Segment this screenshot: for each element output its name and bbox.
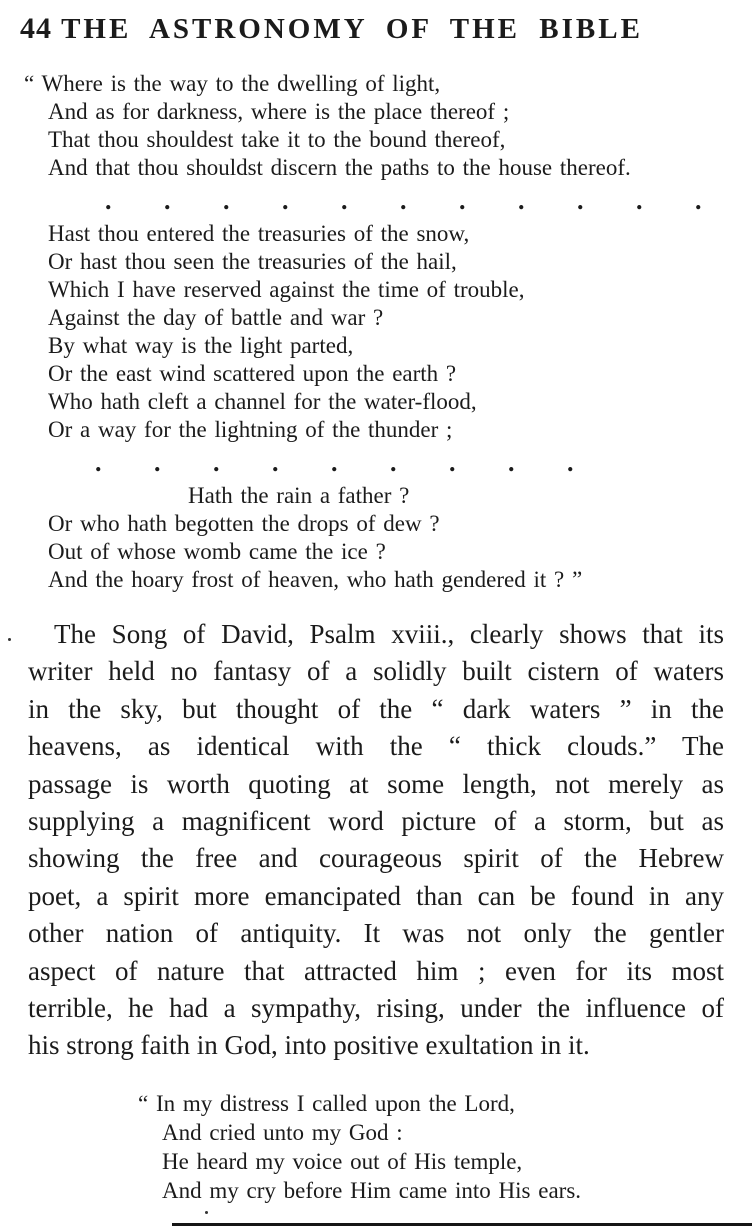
page-header: [20, 12, 726, 46]
ellipsis-row: . . . . . . . . . . .: [105, 186, 702, 215]
verse-line: He heard my voice out of His temple,: [162, 1148, 523, 1174]
prose-line: writer held no fantasy of a solidly built cistern of waters: [28, 656, 724, 687]
verse-line: And cried unto my God :: [162, 1119, 403, 1145]
prose-line: showing the free and courageous spirit of the Hebrew: [28, 843, 724, 874]
prose-line: aspect of nature that attracted him ; even for its most: [28, 955, 724, 986]
prose-line: in the sky, but thought of the “ dark waters ” in the: [28, 693, 724, 724]
verse-line: Or who hath begotten the drops of dew ?: [48, 511, 440, 536]
prose-line: terrible, he had a sympathy, rising, under the influence of: [28, 993, 724, 1024]
scan-speck: [205, 1211, 208, 1214]
prose-line: The Song of David, Psalm xviii., clearly shows that its: [54, 619, 724, 649]
verse-line: That thou shouldest take it to the bound thereof,: [48, 127, 506, 152]
verse-line: Against the day of battle and war ?: [48, 305, 384, 330]
verse-line: And the hoary frost of heaven, who hath gendered it ? ”: [48, 567, 583, 592]
psalm-quote-block: [20, 1089, 726, 1205]
prose-line: heavens, as identical with the “ thick clouds.” The: [28, 731, 724, 762]
verse-line: And that thou shouldst discern the paths to the house thereof.: [48, 155, 631, 180]
prose-line: other nation of antiquity. It was not only the gentler: [28, 918, 724, 949]
verse-line: Out of whose womb came the ice ?: [48, 539, 386, 564]
verse-line: Who hath cleft a channel for the water-flood,: [48, 389, 477, 414]
verse-line: “ Where is the way to the dwelling of light,: [24, 71, 441, 96]
prose-line: his strong faith in God, into positive exultation in it.: [28, 1030, 590, 1061]
verse-line: Or a way for the lightning of the thunder ;: [48, 417, 453, 442]
page-number: 44: [20, 12, 52, 45]
verse-line: And as for darkness, where is the place thereof ;: [48, 99, 510, 124]
prose-line: passage is worth quoting at some length, not merely as: [28, 768, 724, 799]
verse-line: Which I have reserved against the time of trouble,: [48, 277, 525, 302]
verse-line: Or the east wind scattered upon the earth ?: [48, 361, 457, 386]
ellipsis-row: . . . . . . . . .: [95, 448, 574, 477]
verse-line: Hath the rain a father ?: [188, 483, 410, 508]
prose-line: supplying a magnificent word picture of a storm, but as: [28, 806, 724, 837]
prose-line: poet, a spirit more emancipated than can be found in any: [28, 880, 724, 911]
verse-line: Or hast thou seen the treasuries of the hail,: [48, 249, 457, 274]
job-quote-block: [20, 70, 726, 594]
body-paragraph: [20, 616, 726, 1065]
scan-speck: [8, 638, 11, 641]
verse-line: Hast thou entered the treasuries of the snow,: [48, 221, 470, 246]
verse-line: “ In my distress I called upon the Lord,: [138, 1090, 515, 1116]
running-header-title: THE ASTRONOMY OF THE BIBLE: [61, 13, 643, 45]
verse-line: And my cry before Him came into His ears.: [162, 1177, 582, 1203]
verse-line: By what way is the light parted,: [48, 333, 354, 358]
